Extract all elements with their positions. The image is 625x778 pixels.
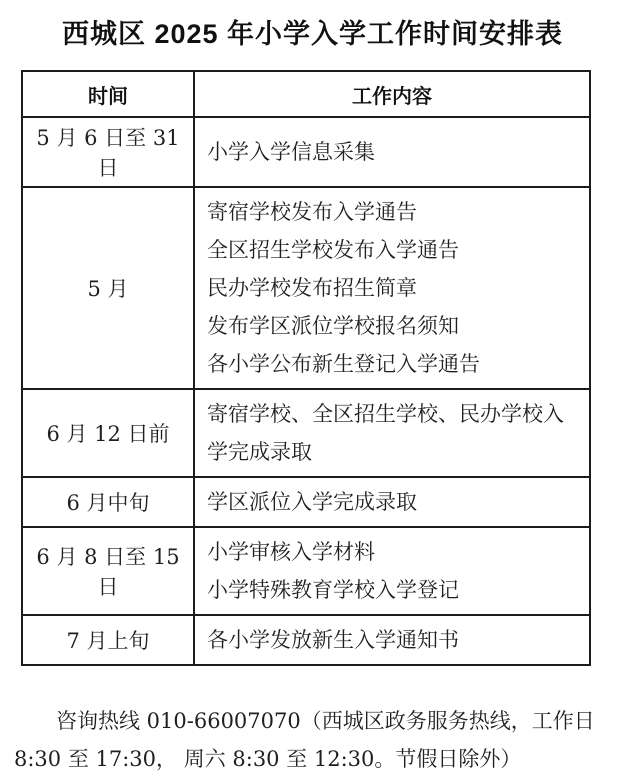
content-line: 各小学发放新生入学通知书 [207,628,459,652]
content-cell [194,187,590,389]
time-cell: 6 月 8 日至 15 日 [22,527,194,615]
content-line: 各小学公布新生登记入学通告 [207,352,480,376]
content-line: 学区派位入学完成录取 [207,490,417,514]
content-line: 寄宿学校、全区招生学校、民办学校入学完成录取 [207,402,564,464]
column-header-content: 工作内容 [194,71,590,117]
table-row [22,527,590,615]
table-header-row [22,71,590,117]
content-cell [194,615,590,665]
table-row [22,117,590,187]
content-cell [194,117,590,187]
document-page [0,12,625,771]
content-line: 民办学校发布招生简章 [207,276,417,300]
time-cell: 7 月上旬 [22,615,194,665]
content-line: 小学入学信息采集 [207,140,375,164]
content-cell [194,477,590,527]
content-line: 小学特殊教育学校入学登记 [207,578,459,602]
content-line: 全区招生学校发布入学通告 [207,238,459,262]
time-cell: 5 月 [22,187,194,389]
page-title: 西城区 2025 年小学入学工作时间安排表 [61,19,564,49]
time-cell: 6 月中旬 [22,477,194,527]
schedule-table [21,70,591,666]
content-line: 寄宿学校发布入学通告 [207,200,417,224]
content-cell [194,527,590,615]
content-cell [194,389,590,477]
table-row [22,477,590,527]
content-line: 小学审核入学材料 [207,540,375,564]
table-row [22,615,590,665]
hotline-note: 咨询热线 010-66007070（西城区政务服务热线，工作日 8:30 至 17:30， 周六 8:30 至 12:30。节假日除外） [14,709,595,771]
table-row [22,187,590,389]
column-header-time: 时间 [22,71,194,117]
time-cell: 5 月 6 日至 31 日 [22,117,194,187]
table-row [22,389,590,477]
time-cell: 6 月 12 日前 [22,389,194,477]
content-line: 发布学区派位学校报名须知 [207,314,459,338]
